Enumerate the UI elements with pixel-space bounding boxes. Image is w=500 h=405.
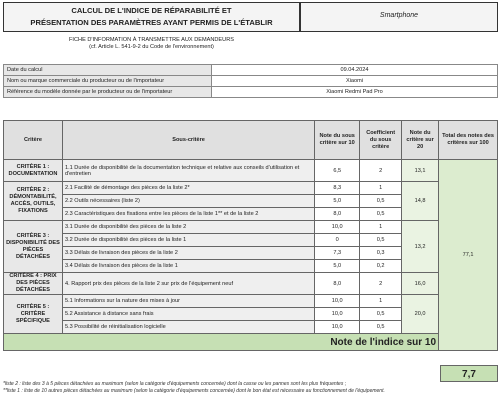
sub-coeff: 1 bbox=[360, 182, 402, 195]
table-row bbox=[4, 295, 498, 308]
subcriterion-2-2: 2.2 Outils nécessaires (liste 2) bbox=[62, 195, 314, 208]
criterion-score: 20,0 bbox=[402, 295, 439, 334]
sub-note: 8,0 bbox=[315, 273, 360, 295]
sub-coeff: 1 bbox=[360, 221, 402, 234]
fiche-heading bbox=[3, 37, 300, 51]
final-label: Note de l'indice sur 10 bbox=[4, 334, 439, 351]
criterion-1: CRITÈRE 1 : DOCUMENTATION bbox=[4, 160, 63, 182]
table-row bbox=[4, 221, 498, 234]
sub-coeff: 0,5 bbox=[360, 308, 402, 321]
subcriterion-2-3: 2.3 Caractéristiques des fixations entre les pièces de la liste 1** et de la liste 2 bbox=[62, 208, 314, 221]
sub-note: 0 bbox=[315, 234, 360, 247]
criterion-4: CRITÈRE 4 : PRIX DES PIÈCES DÉTACHÉES bbox=[4, 273, 63, 295]
info-row-brand bbox=[4, 76, 498, 87]
sub-coeff: 0,3 bbox=[360, 247, 402, 260]
sub-note: 7,3 bbox=[315, 247, 360, 260]
sub-coeff: 2 bbox=[360, 160, 402, 182]
sub-coeff: 0,5 bbox=[360, 195, 402, 208]
info-row-model bbox=[4, 87, 498, 98]
final-row bbox=[4, 334, 498, 351]
index-title bbox=[3, 2, 300, 32]
subcriterion-5-2: 5.2 Assistance à distance sans frais bbox=[62, 308, 314, 321]
info-value: Xiaomi bbox=[212, 76, 498, 87]
sub-coeff: 0,2 bbox=[360, 260, 402, 273]
subcriterion-4: 4. Rapport prix des pièces de la liste 2 sur prix de l'équipement neuf bbox=[62, 273, 314, 295]
info-table bbox=[3, 64, 498, 98]
col-note-sous: Note du sous critère sur 10 bbox=[315, 121, 360, 160]
sub-note: 6,5 bbox=[315, 160, 360, 182]
fiche-line-2: (cf. Article L. 541-9-2 du Code de l'environnement) bbox=[89, 44, 214, 50]
sub-note: 10,0 bbox=[315, 221, 360, 234]
col-coeff: Coefficient du sous critère bbox=[360, 121, 402, 160]
footnote-2: **liste 1 : liste de 10 autres pièces détachées au maximum (selon la catégorie d'équipements concernée) dont le bon état est nécessaire au fonctionnement de l'équipement. bbox=[3, 387, 385, 394]
sub-coeff: 0,5 bbox=[360, 234, 402, 247]
subcriterion-5-1: 5.1 Informations sur la nature des mises à jour bbox=[62, 295, 314, 308]
info-label: Nom ou marque commerciale du producteur ou de l'importateur bbox=[4, 76, 212, 87]
sub-coeff: 0,5 bbox=[360, 321, 402, 334]
criterion-5: CRITÈRE 5 : CRITÈRE SPÉCIFIQUE bbox=[4, 295, 63, 334]
table-row bbox=[4, 273, 498, 295]
sub-note: 5,0 bbox=[315, 260, 360, 273]
footnotes bbox=[3, 381, 498, 394]
info-value: Xiaomi Redmi Pad Pro bbox=[212, 87, 498, 98]
info-label: Date du calcul bbox=[4, 65, 212, 76]
subcriterion-1-1: 1.1 Durée de disponibilité de la documentation technique et relative aux conseils d'utilisation et d'entretien bbox=[62, 160, 314, 182]
total-score: 77,1 bbox=[439, 160, 498, 351]
fiche-line-1: FICHE D'INFORMATION À TRANSMETTRE AUX DEMANDEURS bbox=[69, 37, 234, 43]
title-line-1: CALCUL DE L'INDICE DE RÉPARABILITÉ ET bbox=[71, 6, 232, 15]
table-row bbox=[4, 160, 498, 182]
sub-note: 8,3 bbox=[315, 182, 360, 195]
subcriterion-5-3: 5.3 Possibilité de réinitialisation logicielle bbox=[62, 321, 314, 334]
score-table-header bbox=[4, 121, 498, 160]
info-row-date bbox=[4, 65, 498, 76]
col-critere: Critère bbox=[4, 121, 63, 160]
criterion-score: 16,0 bbox=[402, 273, 439, 295]
criterion-score: 14,8 bbox=[402, 182, 439, 221]
sub-note: 10,0 bbox=[315, 295, 360, 308]
subcriterion-3-4: 3.4 Délais de livraison des pièces de la liste 1 bbox=[62, 260, 314, 273]
sub-note: 8,0 bbox=[315, 208, 360, 221]
criterion-score: 13,1 bbox=[402, 160, 439, 182]
sub-note: 10,0 bbox=[315, 321, 360, 334]
sub-coeff: 1 bbox=[360, 295, 402, 308]
sub-coeff: 2 bbox=[360, 273, 402, 295]
criterion-score: 13,2 bbox=[402, 221, 439, 273]
score-table bbox=[3, 120, 498, 351]
subcriterion-3-3: 3.3 Délais de livraison des pièces de la liste 2 bbox=[62, 247, 314, 260]
sub-note: 10,0 bbox=[315, 308, 360, 321]
subcriterion-2-1: 2.1 Facilité de démontage des pièces de la liste 2* bbox=[62, 182, 314, 195]
title-line-2: PRÉSENTATION DES PARAMÈTRES AYANT PERMIS DE L'ÉTABLIR bbox=[30, 18, 273, 27]
table-row bbox=[4, 182, 498, 195]
sub-note: 5,0 bbox=[315, 195, 360, 208]
footnote-1: *liste 2 : liste des 3 à 5 pièces détachées au maximum (selon la catégorie d'équipements concernée) dont la casse ou les pannes sont les plus fréquentes ; bbox=[3, 381, 347, 387]
col-total: Total des notes des critères sur 100 bbox=[439, 121, 498, 160]
col-sous-critere: Sous-critère bbox=[62, 121, 314, 160]
criterion-2: CRITÈRE 2 : DÉMONTABILITÉ, ACCÈS, OUTILS, FIXATIONS bbox=[4, 182, 63, 221]
criterion-3: CRITÈRE 3 : DISPONIBILITÉ DES PIÈCES DÉTACHÉES bbox=[4, 221, 63, 273]
info-label: Référence du modèle donnée par le producteur ou de l'importateur bbox=[4, 87, 212, 98]
subcriterion-3-2: 3.2 Durée de disponibilité des pièces de la liste 1 bbox=[62, 234, 314, 247]
sub-coeff: 0,5 bbox=[360, 208, 402, 221]
subcriterion-3-1: 3.1 Durée de disponibilité des pièces de la liste 2 bbox=[62, 221, 314, 234]
info-value: 09.04.2024 bbox=[212, 65, 498, 76]
device-category: Smartphone bbox=[300, 2, 498, 32]
final-score: 7,7 bbox=[440, 365, 498, 382]
col-note-critere: Note du critère sur 20 bbox=[402, 121, 439, 160]
